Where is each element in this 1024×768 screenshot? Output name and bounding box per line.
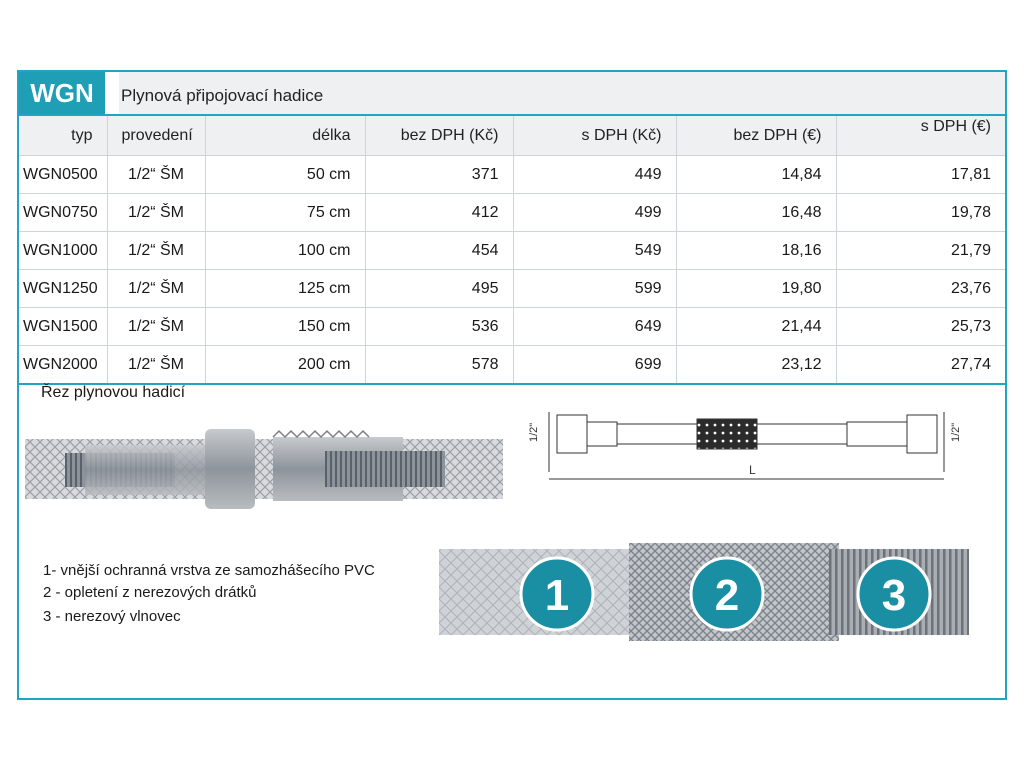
- legend-item-1: 1- vnější ochranná vrstva ze samozhášecího PVC: [43, 562, 375, 579]
- table-row: [19, 194, 1005, 232]
- cell-price-eur-net: 21,44: [676, 308, 836, 346]
- cell-price-czk-gross: 449: [513, 156, 676, 194]
- col-header-price-eur-gross: s DPH (€): [836, 116, 1005, 156]
- hose-layers-photo: [439, 527, 969, 657]
- dimension-left: 1/2": [528, 422, 540, 442]
- col-header-price-czk-gross: s DPH (Kč): [513, 116, 676, 156]
- cell-price-czk-gross: 549: [513, 232, 676, 270]
- product-header: [19, 72, 1005, 116]
- cell-connection: 1/2“ ŠM: [107, 194, 205, 232]
- layer-badge-1: [521, 558, 593, 630]
- svg-text:1: 1: [544, 571, 570, 620]
- cell-length: 125 cm: [205, 270, 365, 308]
- cell-price-eur-gross: 17,81: [836, 156, 1005, 194]
- col-header-connection: provedení: [107, 116, 205, 156]
- col-header-price-eur-net: bez DPH (€): [676, 116, 836, 156]
- cell-price-czk-net: 371: [365, 156, 513, 194]
- svg-text:3: 3: [881, 571, 907, 620]
- cell-length: 75 cm: [205, 194, 365, 232]
- cell-connection: 1/2“ ŠM: [107, 270, 205, 308]
- cell-type: WGN1250: [19, 270, 107, 308]
- cell-price-eur-net: 16,48: [676, 194, 836, 232]
- cell-price-eur-net: 23,12: [676, 346, 836, 385]
- cell-connection: 1/2“ ŠM: [107, 308, 205, 346]
- table-header-row: [19, 116, 1005, 156]
- col-header-price-czk-net: bez DPH (Kč): [365, 116, 513, 156]
- cell-price-eur-net: 18,16: [676, 232, 836, 270]
- cell-type: WGN1500: [19, 308, 107, 346]
- product-code: WGN: [19, 72, 105, 114]
- cell-price-eur-gross: 25,73: [836, 308, 1005, 346]
- layer-badge-2: [691, 558, 763, 630]
- cell-price-eur-gross: 23,76: [836, 270, 1005, 308]
- cell-price-eur-net: 19,80: [676, 270, 836, 308]
- cell-price-czk-gross: 599: [513, 270, 676, 308]
- cell-type: WGN0500: [19, 156, 107, 194]
- price-table: [19, 116, 1005, 385]
- cell-price-czk-net: 454: [365, 232, 513, 270]
- svg-text:2: 2: [714, 571, 740, 620]
- cell-price-czk-net: 578: [365, 346, 513, 385]
- cell-price-czk-net: 412: [365, 194, 513, 232]
- table-row: [19, 308, 1005, 346]
- cell-connection: 1/2“ ŠM: [107, 346, 205, 385]
- legend-item-2: 2 - opletení z nerezových drátků: [43, 584, 257, 601]
- cell-price-eur-gross: 19,78: [836, 194, 1005, 232]
- table-row: [19, 270, 1005, 308]
- cell-type: WGN2000: [19, 346, 107, 385]
- cell-length: 100 cm: [205, 232, 365, 270]
- hose-technical-drawing: [519, 397, 969, 497]
- cell-type: WGN1000: [19, 232, 107, 270]
- table-row: [19, 346, 1005, 385]
- dimension-right: 1/2": [950, 422, 962, 442]
- cell-price-czk-net: 536: [365, 308, 513, 346]
- cell-length: 50 cm: [205, 156, 365, 194]
- cell-connection: 1/2“ ŠM: [107, 232, 205, 270]
- cell-price-eur-net: 14,84: [676, 156, 836, 194]
- cell-price-eur-gross: 21,79: [836, 232, 1005, 270]
- table-row: [19, 232, 1005, 270]
- col-header-type: typ: [19, 116, 107, 156]
- cell-type: WGN0750: [19, 194, 107, 232]
- cell-price-czk-gross: 499: [513, 194, 676, 232]
- header-separator: [105, 72, 119, 114]
- cell-price-czk-gross: 699: [513, 346, 676, 385]
- hose-cutaway-photo: [25, 417, 503, 527]
- table-row: [19, 156, 1005, 194]
- cell-length: 200 cm: [205, 346, 365, 385]
- cross-section-title: Řez plynovou hadicí: [41, 384, 186, 401]
- cell-price-czk-net: 495: [365, 270, 513, 308]
- product-title: Plynová připojovací hadice: [121, 86, 324, 105]
- cell-price-eur-gross: 27,74: [836, 346, 1005, 385]
- cell-length: 150 cm: [205, 308, 365, 346]
- cell-connection: 1/2“ ŠM: [107, 156, 205, 194]
- dimension-length: L: [749, 463, 756, 477]
- cell-price-czk-gross: 649: [513, 308, 676, 346]
- col-header-length: délka: [205, 116, 365, 156]
- layer-badge-3: [858, 558, 930, 630]
- product-card: [17, 70, 1007, 700]
- legend-item-3: 3 - nerezový vlnovec: [43, 608, 181, 625]
